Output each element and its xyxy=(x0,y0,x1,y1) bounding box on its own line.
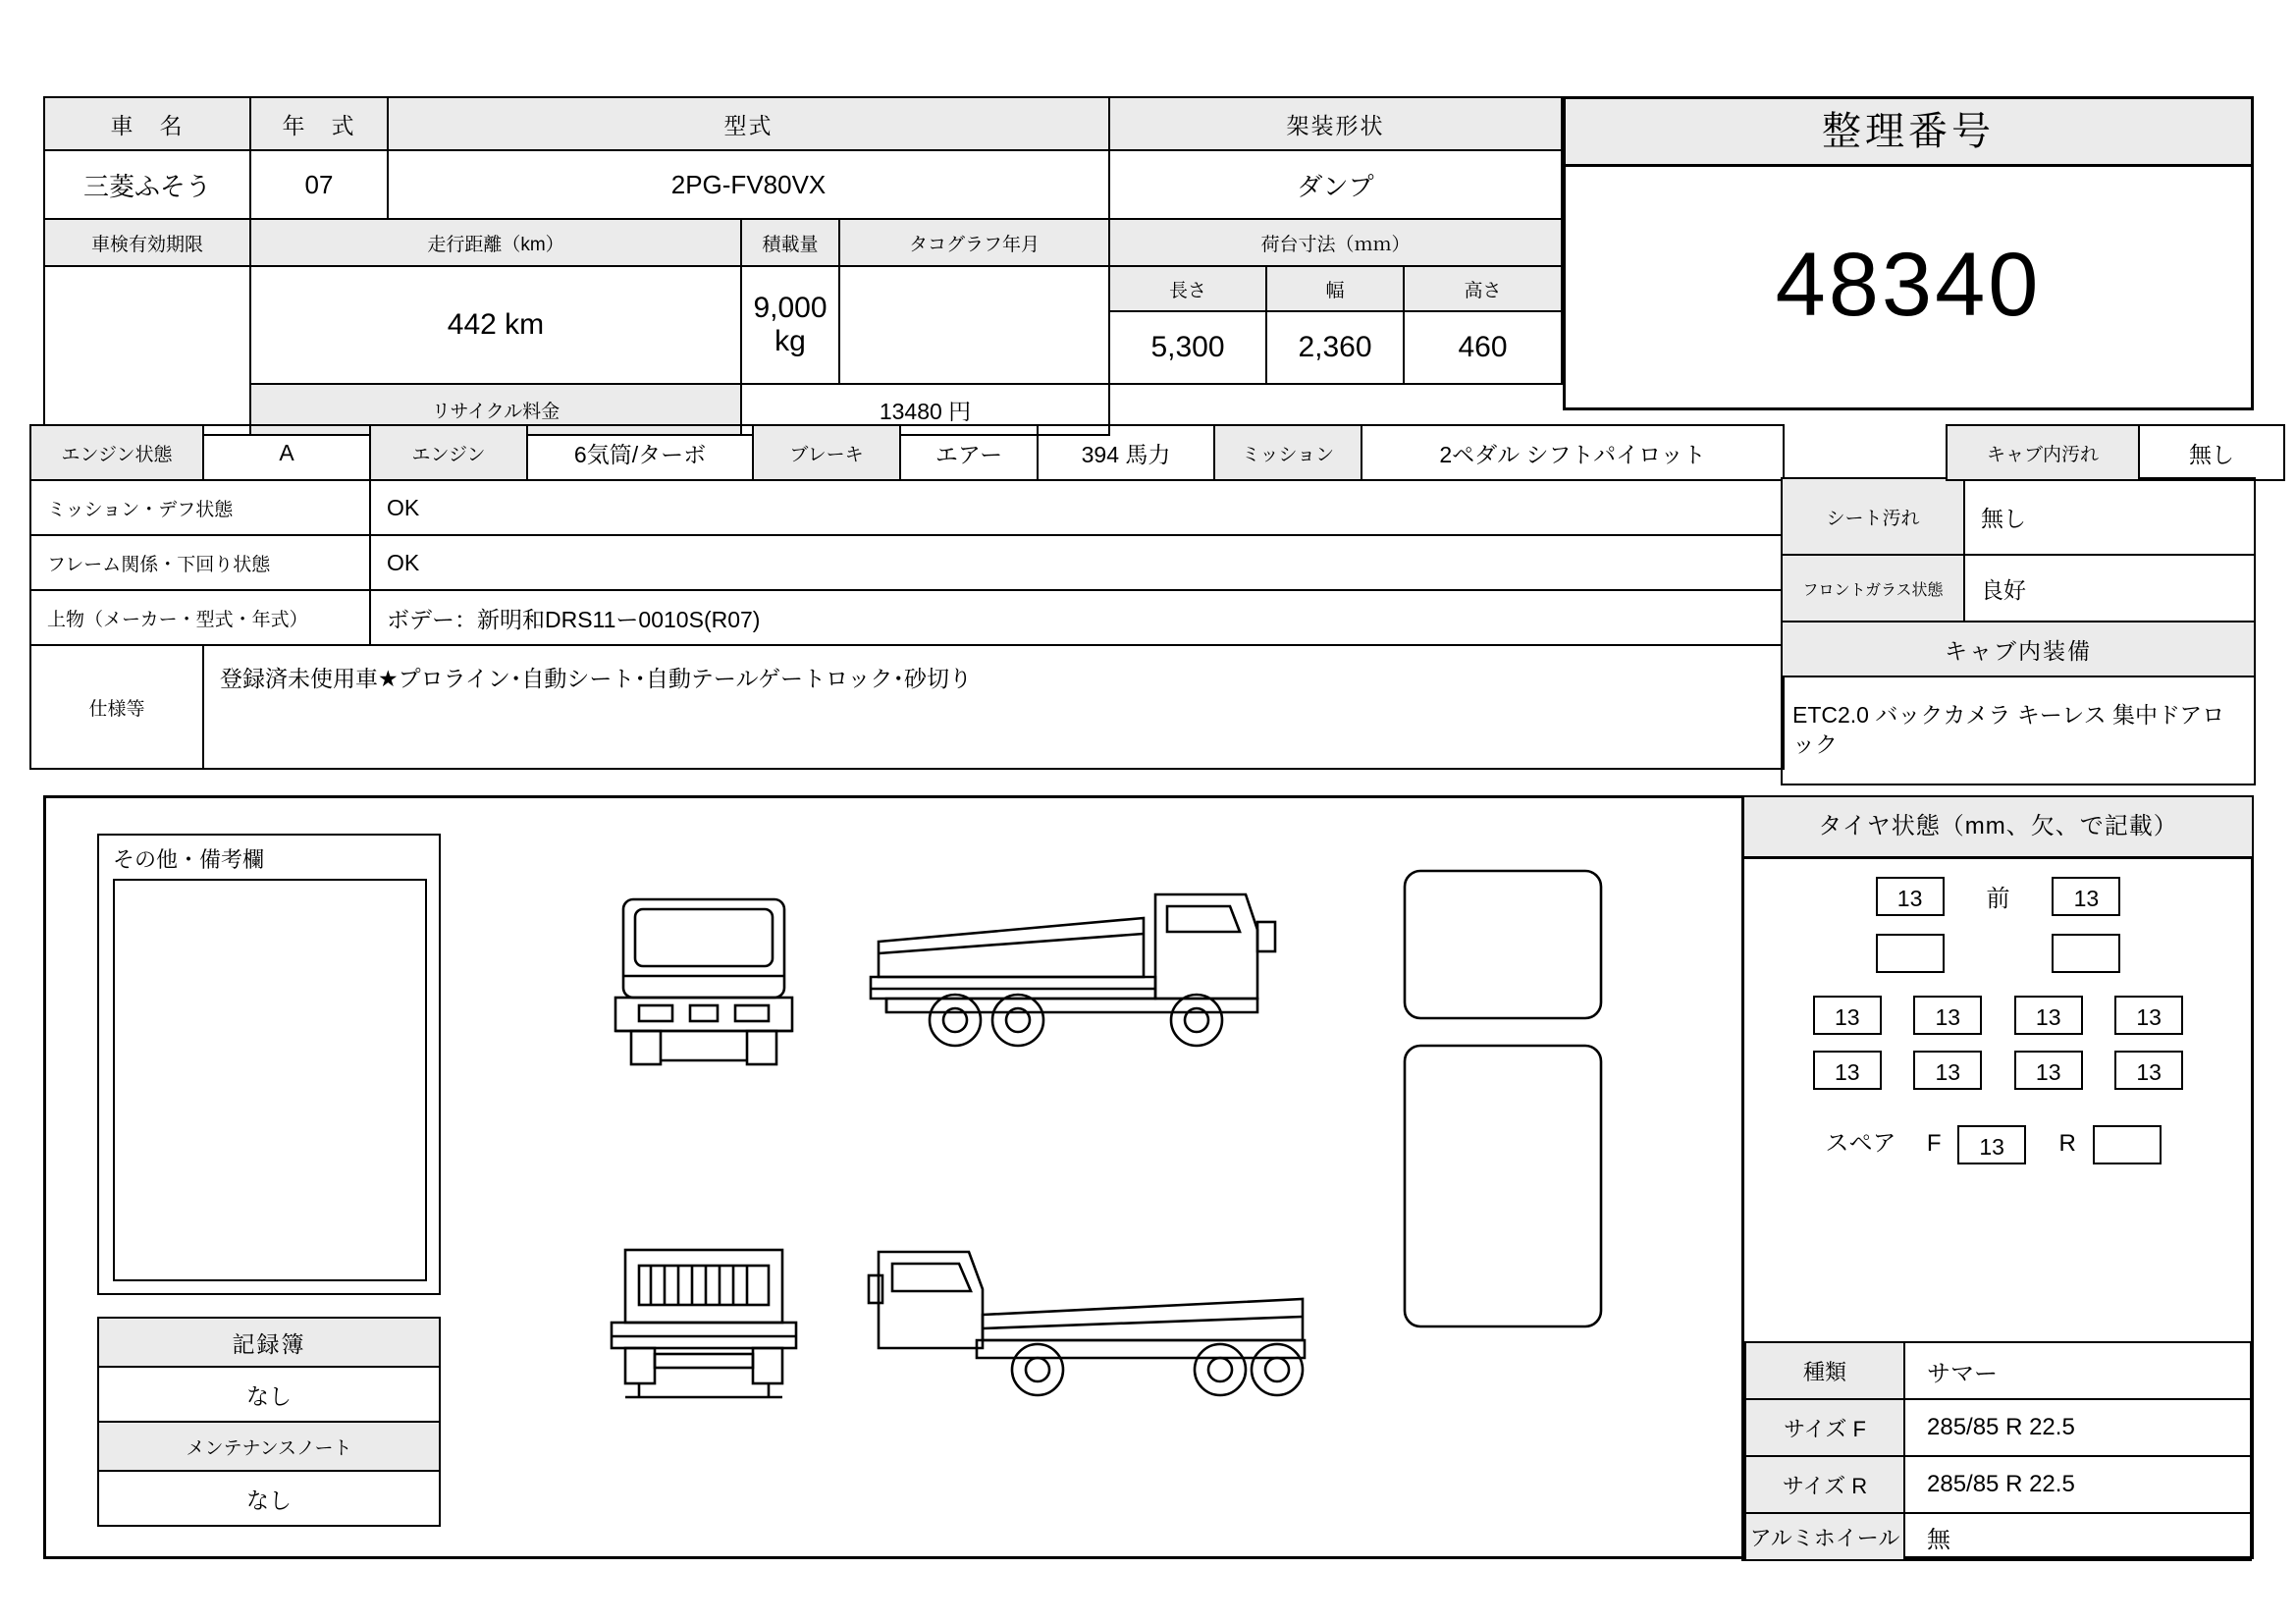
spare-label: スペア xyxy=(1825,1130,1896,1157)
tyre-rear-2-1[interactable]: 13 xyxy=(1813,1051,1882,1090)
spec-note-blank-row xyxy=(30,707,1784,769)
tyre-front-right[interactable]: 13 xyxy=(2052,877,2120,916)
cab-equipment-value: ETC2.0 バックカメラ キーレス 集中ドアロック xyxy=(1782,676,2255,784)
engine-row xyxy=(30,425,1784,480)
brake-value: エアー xyxy=(900,425,1038,480)
tyre-type-label: 種類 xyxy=(1745,1342,1904,1399)
mission-diff-label: ミッション・デフ状態 xyxy=(30,480,370,535)
photo-placeholder-top xyxy=(1401,867,1607,1024)
model-label: 型式 xyxy=(388,97,1109,150)
remarks-label: その他・備考欄 xyxy=(113,847,265,872)
vehicle-diagrams xyxy=(478,818,1744,1544)
cab-dirt-label: キャブ内汚れ xyxy=(1947,425,2139,480)
seat-dirt-row xyxy=(1782,478,2255,555)
load-capacity-label: 積載量 xyxy=(741,219,839,266)
year-value: 07 xyxy=(250,150,388,219)
cab-dirt-row xyxy=(1947,425,2284,480)
record-value-row xyxy=(98,1367,440,1422)
inspection-expiry-value xyxy=(44,266,250,435)
mission-diff-value: OK xyxy=(370,480,1784,535)
tyre-rear-2-3[interactable]: 13 xyxy=(2014,1051,2083,1090)
header-label-row xyxy=(44,97,1562,150)
spare-front-label: F xyxy=(1926,1130,1942,1157)
spare-rear-label: R xyxy=(2058,1130,2076,1157)
record-book-label: 記録簿 xyxy=(98,1318,440,1367)
photo-placeholder-bottom xyxy=(1401,1042,1607,1332)
tyre-spec-table xyxy=(1744,1341,2252,1561)
engine-value: 6気筒/ターボ xyxy=(527,425,753,480)
tachograph-value xyxy=(839,266,1109,384)
body-shape-value: ダンプ xyxy=(1109,150,1562,219)
truck-side-view-icon xyxy=(861,883,1322,1079)
tyre-front-label: 前 xyxy=(1986,886,2010,912)
tyre-front-left[interactable]: 13 xyxy=(1876,877,1945,916)
brake-label: ブレーキ xyxy=(753,425,900,480)
mission-diff-row xyxy=(30,480,1784,535)
record-book-value: なし xyxy=(98,1367,440,1422)
tachograph-label: タコグラフ年月 xyxy=(839,219,1109,266)
spec-note-row xyxy=(30,645,1784,707)
body-maker-value: ボデー：新明和DRS11ー0010S(R07) xyxy=(370,590,1784,645)
engine-state-label: エンジン状態 xyxy=(30,425,203,480)
header-main-table xyxy=(43,96,1563,436)
tyre-rear-2-2[interactable]: 13 xyxy=(1913,1051,1982,1090)
truck-front-view-icon xyxy=(596,892,812,1078)
front-glass-label: フロントガラス状態 xyxy=(1782,555,1964,622)
mileage-value: 442 km xyxy=(250,266,741,384)
spare-tyre-row xyxy=(1744,1123,2252,1164)
vehicle-name-label: 車 名 xyxy=(44,97,250,150)
recycle-fee-value: 13480 円 xyxy=(741,384,1109,435)
bed-subhead-row xyxy=(44,266,1562,311)
cab-dirt-value: 無し xyxy=(2139,425,2284,480)
cab-dirt-table xyxy=(1946,424,2285,481)
cab-equip-value-row xyxy=(1782,676,2255,784)
truck-rear-view-icon xyxy=(596,1240,812,1427)
detail-label-row xyxy=(44,219,1562,266)
tyre-size-front-row xyxy=(1745,1399,2251,1456)
tyre-rear-row-1 xyxy=(1744,996,2252,1035)
tyre-size-front-value: 285/85 R 22.5 xyxy=(1904,1399,2251,1456)
alloy-wheel-value: 無 xyxy=(1904,1513,2251,1560)
tyre-front-row xyxy=(1744,877,2252,916)
cab-equip-header-row xyxy=(1782,622,2255,676)
tyre-rear-1-3[interactable]: 13 xyxy=(2014,996,2083,1035)
tyre-size-rear-label: サイズ R xyxy=(1745,1456,1904,1513)
frame-underbody-value: OK xyxy=(370,535,1784,590)
engine-state-value: A xyxy=(203,425,370,480)
tyre-rear-1-1[interactable]: 13 xyxy=(1813,996,1882,1035)
specification-right-table xyxy=(1781,477,2256,785)
spec-note-value: 登録済未使用車★プロライン･自動シート･自動テールゲートロック･砂切り xyxy=(203,645,1784,707)
tyre-rear-1-4[interactable]: 13 xyxy=(2114,996,2183,1035)
frame-underbody-label: フレーム関係・下回り状態 xyxy=(30,535,370,590)
spare-rear-value[interactable] xyxy=(2093,1125,2162,1164)
body-maker-row xyxy=(30,590,1784,645)
frame-row xyxy=(30,535,1784,590)
tyre-second-left[interactable] xyxy=(1876,934,1945,973)
mission-label: ミッション xyxy=(1214,425,1362,480)
record-label-row xyxy=(98,1318,440,1367)
remarks-value xyxy=(113,879,427,1281)
inspection-expiry-label: 車検有効期限 xyxy=(44,219,250,266)
cab-equipment-label: キャブ内装備 xyxy=(1782,622,2255,676)
bed-length-value: 5,300 xyxy=(1109,311,1266,384)
mileage-label: 走行距離（km） xyxy=(250,219,741,266)
specification-left-table xyxy=(29,424,1785,770)
tyre-size-rear-row xyxy=(1745,1456,2251,1513)
tyre-type-value: サマー xyxy=(1904,1342,2251,1399)
header-value-row xyxy=(44,150,1562,219)
control-number-value: 48340 xyxy=(1775,235,2042,335)
bed-dimensions-label: 荷台寸法（ｍｍ） xyxy=(1109,219,1562,266)
body-shape-label: 架装形状 xyxy=(1109,97,1562,150)
bed-length-label: 長さ xyxy=(1109,266,1266,311)
alloy-wheel-row xyxy=(1745,1513,2251,1560)
tyre-spec-table-wrap xyxy=(1744,1341,2252,1561)
year-label: 年 式 xyxy=(250,97,388,150)
spec-note-label: 仕様等 xyxy=(30,645,203,769)
tyre-rear-1-2[interactable]: 13 xyxy=(1913,996,1982,1035)
bed-width-label: 幅 xyxy=(1266,266,1404,311)
bed-height-value: 460 xyxy=(1404,311,1562,384)
tyre-second-right[interactable] xyxy=(2052,934,2120,973)
record-book-table xyxy=(97,1317,441,1527)
tyre-size-front-label: サイズ F xyxy=(1745,1399,1904,1456)
tyre-panel xyxy=(1741,797,2252,1561)
spare-front-value[interactable]: 13 xyxy=(1957,1125,2026,1164)
maintenance-label-row xyxy=(98,1422,440,1471)
control-number-panel xyxy=(1563,96,2254,410)
recycle-fee-label: リサイクル料金 xyxy=(250,384,741,435)
bed-width-value: 2,360 xyxy=(1266,311,1404,384)
truck-side-view-loaded-icon xyxy=(861,1230,1322,1427)
tyre-size-rear-value: 285/85 R 22.5 xyxy=(1904,1456,2251,1513)
maintenance-note-label: メンテナンスノート xyxy=(98,1422,440,1471)
tyre-rear-row-2 xyxy=(1744,1051,2252,1090)
glass-row xyxy=(1782,555,2255,622)
tyre-second-row xyxy=(1744,934,2252,980)
seat-dirt-label: シート汚れ xyxy=(1782,478,1964,555)
tyre-panel-header: タイヤ状態（mm、欠、で記載） xyxy=(1744,797,2252,859)
seat-dirt-value: 無し xyxy=(1964,478,2255,555)
engine-label: エンジン xyxy=(370,425,527,480)
remarks-panel xyxy=(97,834,441,1295)
body-maker-label: 上物（メーカー・型式・年式） xyxy=(30,590,370,645)
vehicle-name-value: 三菱ふそう xyxy=(44,150,250,219)
maintenance-value-row xyxy=(98,1471,440,1526)
tyre-type-row xyxy=(1745,1342,2251,1399)
bottom-block xyxy=(43,795,2254,1559)
alloy-wheel-label: アルミホイール xyxy=(1745,1513,1904,1560)
front-glass-value: 良好 xyxy=(1964,555,2255,622)
mission-value: 2ペダル シフトパイロット xyxy=(1362,425,1784,480)
model-value: 2PG-FV80VX xyxy=(388,150,1109,219)
bed-height-label: 高さ xyxy=(1404,266,1562,311)
tyre-rear-2-4[interactable]: 13 xyxy=(2114,1051,2183,1090)
load-capacity-value: 9,000 kg xyxy=(741,266,839,384)
maintenance-note-value: なし xyxy=(98,1471,440,1526)
horsepower-value: 394 馬力 xyxy=(1038,425,1214,480)
control-number-label: 整理番号 xyxy=(1566,99,2251,167)
